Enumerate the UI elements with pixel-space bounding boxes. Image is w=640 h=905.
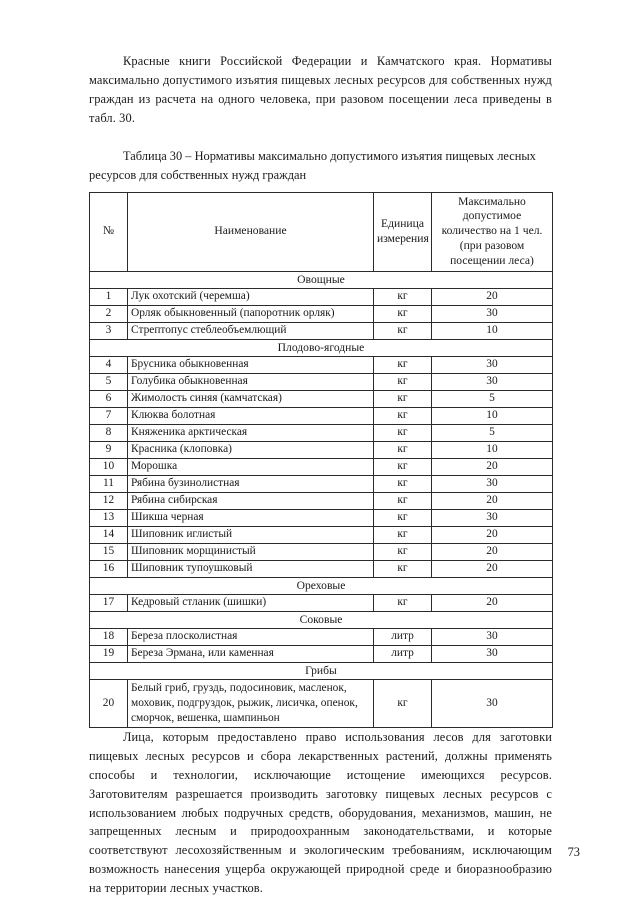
row-number: 20 [90, 679, 128, 727]
row-name: Голубика обыкновенная [128, 373, 374, 390]
table-row [90, 526, 553, 543]
table-row [90, 509, 553, 526]
row-unit: кг [374, 322, 432, 339]
norms-table [89, 192, 553, 729]
table-row [90, 458, 553, 475]
table-row [90, 560, 553, 577]
row-unit: кг [374, 288, 432, 305]
row-unit: литр [374, 628, 432, 645]
row-unit: кг [374, 543, 432, 560]
row-unit: кг [374, 390, 432, 407]
row-name: Княженика арктическая [128, 424, 374, 441]
column-header-name: Наименование [128, 192, 374, 271]
row-name: Орляк обыкновенный (папоротник орляк) [128, 305, 374, 322]
row-number: 8 [90, 424, 128, 441]
section-title: Ореховые [90, 577, 553, 594]
section-title: Плодово-ягодные [90, 339, 553, 356]
row-name: Шиповник иглистый [128, 526, 374, 543]
column-header-unit: Единица измерения [374, 192, 432, 271]
row-number: 1 [90, 288, 128, 305]
row-number: 7 [90, 407, 128, 424]
row-unit: кг [374, 526, 432, 543]
row-quantity: 30 [432, 475, 553, 492]
row-name: Шикша черная [128, 509, 374, 526]
row-quantity: 20 [432, 543, 553, 560]
row-quantity: 30 [432, 356, 553, 373]
row-name: Жимолость синяя (камчатская) [128, 390, 374, 407]
row-quantity: 30 [432, 373, 553, 390]
table-row [90, 407, 553, 424]
row-quantity: 20 [432, 492, 553, 509]
row-quantity: 20 [432, 458, 553, 475]
row-name: Рябина бузинолистная [128, 475, 374, 492]
section-header-row [90, 339, 553, 356]
section-header-row [90, 662, 553, 679]
table-row [90, 628, 553, 645]
row-number: 9 [90, 441, 128, 458]
row-unit: кг [374, 373, 432, 390]
row-number: 16 [90, 560, 128, 577]
table-row [90, 679, 553, 727]
row-quantity: 10 [432, 407, 553, 424]
row-name: Красника (клоповка) [128, 441, 374, 458]
table-row [90, 373, 553, 390]
row-number: 3 [90, 322, 128, 339]
table-row [90, 356, 553, 373]
page-content [89, 52, 552, 898]
row-quantity: 20 [432, 594, 553, 611]
section-header-row [90, 271, 553, 288]
table-row [90, 390, 553, 407]
row-number: 5 [90, 373, 128, 390]
row-quantity: 20 [432, 526, 553, 543]
row-unit: кг [374, 458, 432, 475]
table-row [90, 475, 553, 492]
section-title: Грибы [90, 662, 553, 679]
section-title: Овощные [90, 271, 553, 288]
table-row [90, 288, 553, 305]
row-name: Брусника обыкновенная [128, 356, 374, 373]
row-name: Шиповник тупоушковый [128, 560, 374, 577]
row-quantity: 30 [432, 628, 553, 645]
row-unit: литр [374, 645, 432, 662]
page-number: 73 [567, 845, 580, 859]
row-quantity: 5 [432, 390, 553, 407]
column-header-quantity: Максимально допустимое количество на 1 чел. (при разовом посещении леса) [432, 192, 553, 271]
row-quantity: 20 [432, 560, 553, 577]
table-body [90, 271, 553, 727]
row-unit: кг [374, 407, 432, 424]
row-quantity: 5 [432, 424, 553, 441]
row-number: 14 [90, 526, 128, 543]
row-unit: кг [374, 560, 432, 577]
row-unit: кг [374, 679, 432, 727]
row-unit: кг [374, 305, 432, 322]
row-quantity: 20 [432, 288, 553, 305]
row-name: Белый гриб, груздь, подосиновик, масленок, моховик, подгруздок, рыжик, лисичка, опенок, сморчок, вешенка, шампиньон [128, 679, 374, 727]
row-number: 2 [90, 305, 128, 322]
row-number: 6 [90, 390, 128, 407]
row-number: 11 [90, 475, 128, 492]
row-name: Кедровый стланик (шишки) [128, 594, 374, 611]
section-header-row [90, 577, 553, 594]
row-name: Клюква болотная [128, 407, 374, 424]
row-unit: кг [374, 356, 432, 373]
row-unit: кг [374, 424, 432, 441]
row-unit: кг [374, 441, 432, 458]
row-quantity: 30 [432, 509, 553, 526]
row-number: 15 [90, 543, 128, 560]
table-row [90, 594, 553, 611]
row-unit: кг [374, 492, 432, 509]
table-header [90, 192, 553, 271]
row-name: Шиповник морщинистый [128, 543, 374, 560]
table-caption: Таблица 30 – Нормативы максимально допустимого изъятия пищевых лесных ресурсов для собственных нужд граждан [89, 149, 536, 182]
row-number: 18 [90, 628, 128, 645]
table-row [90, 424, 553, 441]
row-number: 13 [90, 509, 128, 526]
row-name: Береза плосколистная [128, 628, 374, 645]
table-row [90, 645, 553, 662]
row-name: Лук охотский (черемша) [128, 288, 374, 305]
row-quantity: 30 [432, 679, 553, 727]
intro-paragraph: Красные книги Российской Федерации и Камчатского края. Нормативы максимально допустимого изъятия пищевых лесных ресурсов для собственных нужд граждан из расчета на одного человека, при разовом посещении леса приведены в табл. 30. [89, 54, 552, 125]
table-row [90, 305, 553, 322]
column-header-number: № [90, 192, 128, 271]
row-quantity: 10 [432, 441, 553, 458]
section-header-row [90, 611, 553, 628]
section-title: Соковые [90, 611, 553, 628]
table-row [90, 322, 553, 339]
row-quantity: 30 [432, 305, 553, 322]
row-quantity: 30 [432, 645, 553, 662]
row-name: Береза Эрмана, или каменная [128, 645, 374, 662]
closing-paragraph: Лица, которым предоставлено право использования лесов для заготовки пищевых лесных ресурсов и сбора лекарственных растений, должны применять способы и технологии, исключающие истощение имеющихся ресурсов. Заготовителям разрешается производить заготовку пищевых лесных ресурсов с использованием любых подручных средств, оборудования, механизмов, машин, не запрещенных лесным и природоохранным законодательствами, и которые соответствуют лесохозяйственным и экологическим требованиям, исключающим возможность нанесения ущерба окружающей природной среде и биоразнообразию на территории лесных участков. [89, 730, 552, 895]
row-number: 12 [90, 492, 128, 509]
table-row [90, 492, 553, 509]
row-name: Рябина сибирская [128, 492, 374, 509]
table-header-row [90, 192, 553, 271]
row-number: 4 [90, 356, 128, 373]
row-name: Морошка [128, 458, 374, 475]
row-number: 10 [90, 458, 128, 475]
row-unit: кг [374, 594, 432, 611]
table-row [90, 543, 553, 560]
row-number: 17 [90, 594, 128, 611]
row-unit: кг [374, 475, 432, 492]
row-unit: кг [374, 509, 432, 526]
row-quantity: 10 [432, 322, 553, 339]
row-name: Стрептопус стеблеобъемлющий [128, 322, 374, 339]
row-number: 19 [90, 645, 128, 662]
table-row [90, 441, 553, 458]
